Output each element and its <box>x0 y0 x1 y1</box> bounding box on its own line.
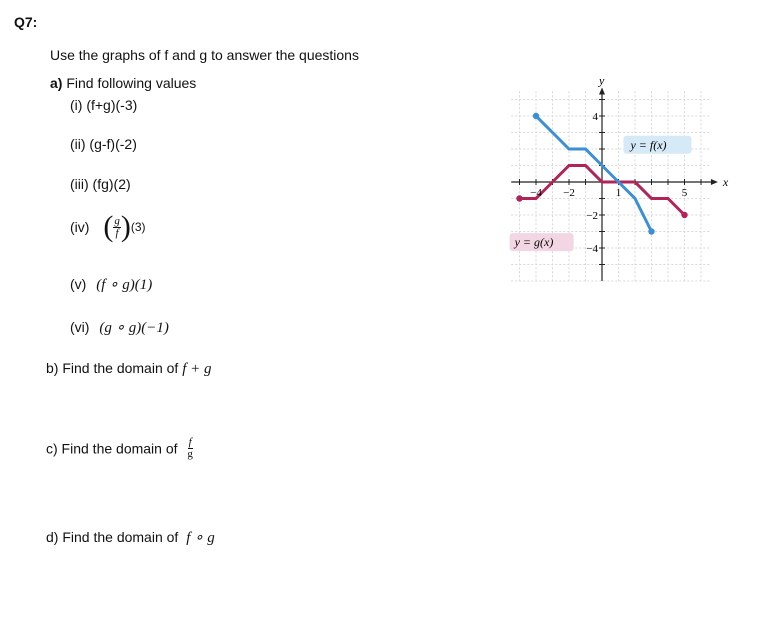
part-d-text: d) Find the domain of <box>46 529 179 545</box>
item-vi-expr: (g ∘ g)(−1) <box>99 320 169 336</box>
x-axis-label: x <box>722 175 729 189</box>
y-axis-label: y <box>599 73 605 88</box>
item-iv-arg: (3) <box>130 220 146 234</box>
function-graph <box>500 73 729 297</box>
x-tick-label: 1 <box>615 187 622 199</box>
f-endpoint <box>648 228 654 234</box>
g-over-f-fraction: $\frac{g}{f}$ <box>114 214 120 239</box>
intro-text: Use the graphs of f and g to answer the questions <box>50 47 359 63</box>
x-tick-label: −4 <box>530 187 542 199</box>
part-c-text: c) Find the domain of <box>46 440 178 457</box>
g-label: y = g(x) <box>514 235 554 250</box>
item-iii: (iii) (fg)(2) <box>70 176 131 192</box>
f-over-g-fraction: $\frac{f}{g}$ <box>187 436 193 460</box>
y-tick-label: 4 <box>592 111 598 123</box>
part-b <box>46 360 211 378</box>
g-endpoint <box>681 212 687 218</box>
part-d-expr: f ∘ g <box>186 530 215 546</box>
part-d <box>46 528 215 547</box>
y-axis-arrow <box>599 88 605 95</box>
x-axis-arrow <box>711 179 718 185</box>
part-c <box>46 437 193 460</box>
x-tick-label: −2 <box>563 187 575 199</box>
part-a-label: a) <box>50 75 63 91</box>
axes <box>511 88 718 281</box>
item-v: (v) (f ∘ g)(1) <box>70 276 153 293</box>
item-i: (i) (f+g)(-3) <box>70 97 138 113</box>
part-a-heading <box>50 75 196 91</box>
item-iv: (iv) ( $\frac{g}{f}$ )(3) <box>70 210 146 243</box>
f-endpoint <box>533 113 539 119</box>
part-b-text: b) Find the domain of <box>46 360 179 376</box>
x-tick-label: 5 <box>681 187 688 199</box>
y-tick-label: −4 <box>586 243 598 255</box>
g-endpoint <box>516 195 522 201</box>
question-label: Q7: <box>14 14 38 30</box>
f-label: y = f(x) <box>630 137 667 152</box>
y-tick-label: −2 <box>586 210 598 222</box>
item-vi: (vi) (g ∘ g)(−1) <box>70 319 169 336</box>
item-ii: (ii) (g-f)(-2) <box>70 136 137 152</box>
item-iv-label: (iv) <box>70 219 90 235</box>
item-v-expr: (f ∘ g)(1) <box>96 277 153 293</box>
part-b-expr: f + g <box>182 361 212 377</box>
part-a-text: Find following values <box>66 75 197 91</box>
